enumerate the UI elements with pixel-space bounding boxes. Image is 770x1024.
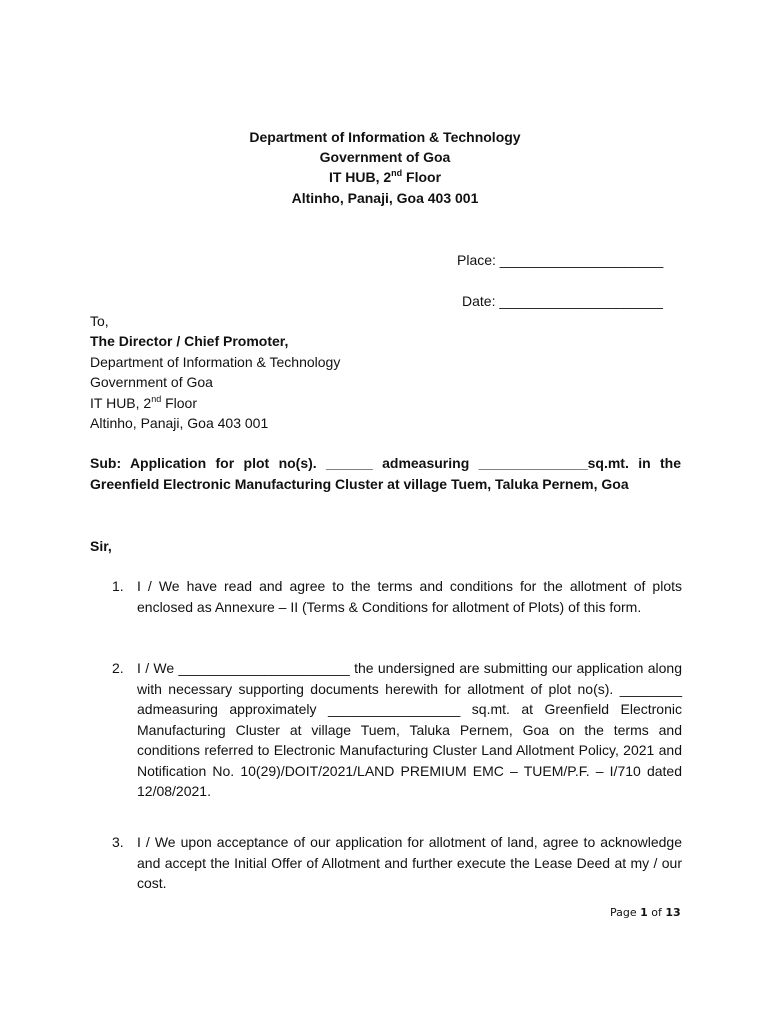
recipient-building: IT HUB, 2nd Floor [90,394,198,411]
place-field: Place: _____________________ [457,252,664,268]
list-item-number: 1. [112,578,124,594]
recipient-government: Government of Goa [90,374,213,390]
list-item-text: I / We ______________________ the undersigned are submitting our application along with necessary supporting documents herewith for allotment of plot no(s). ________ admeasuring approximately _________________ sq.mt. at Greenfield Electronic Manufacturing Cluster at village Tuem, Taluka Pernem, Goa on the terms and conditions referred to Electronic Manufacturing Cluster Land Allotment Policy, 2021 and Notification No. 10(29)/DOIT/2021/LAND PREMIUM EMC – TUEM/P.F. – I/710 dated 12/08/2021. [137,660,682,799]
salutation: Sir, [90,538,112,554]
recipient-name: The Director / Chief Promoter, [90,333,289,349]
subject-line: Sub: Application for plot no(s). ______ admeasuring ______________sq.mt. in the Greenfield Electronic Manufacturing Cluster at village Tuem, Taluka Pernem, Goa [90,455,681,492]
header-government: Government of Goa [319,149,451,165]
list-item-text: I / We have read and agree to the terms and conditions for the allotment of plots enclosed as Annexure – II (Terms & Conditions for allotment of Plots) of this form. [137,578,682,615]
recipient-department: Department of Information & Technology [90,354,341,370]
to-label: To, [90,313,109,329]
page-number: Page 1 of 13 [610,906,681,919]
header-building: IT HUB, 2nd Floor [328,168,442,185]
list-item-text: I / We upon acceptance of our application for allotment of land, agree to acknowledge and accept the Initial Offer of Allotment and further execute the Lease Deed at my / our cost. [137,834,682,891]
list-item-number: 2. [112,660,124,676]
header-department: Department of Information & Technology [249,129,521,145]
header-address: Altinho, Panaji, Goa 403 001 [291,190,479,206]
list-item-number: 3. [112,834,124,850]
recipient-city: Altinho, Panaji, Goa 403 001 [90,415,269,431]
date-field: Date: _____________________ [462,293,663,309]
